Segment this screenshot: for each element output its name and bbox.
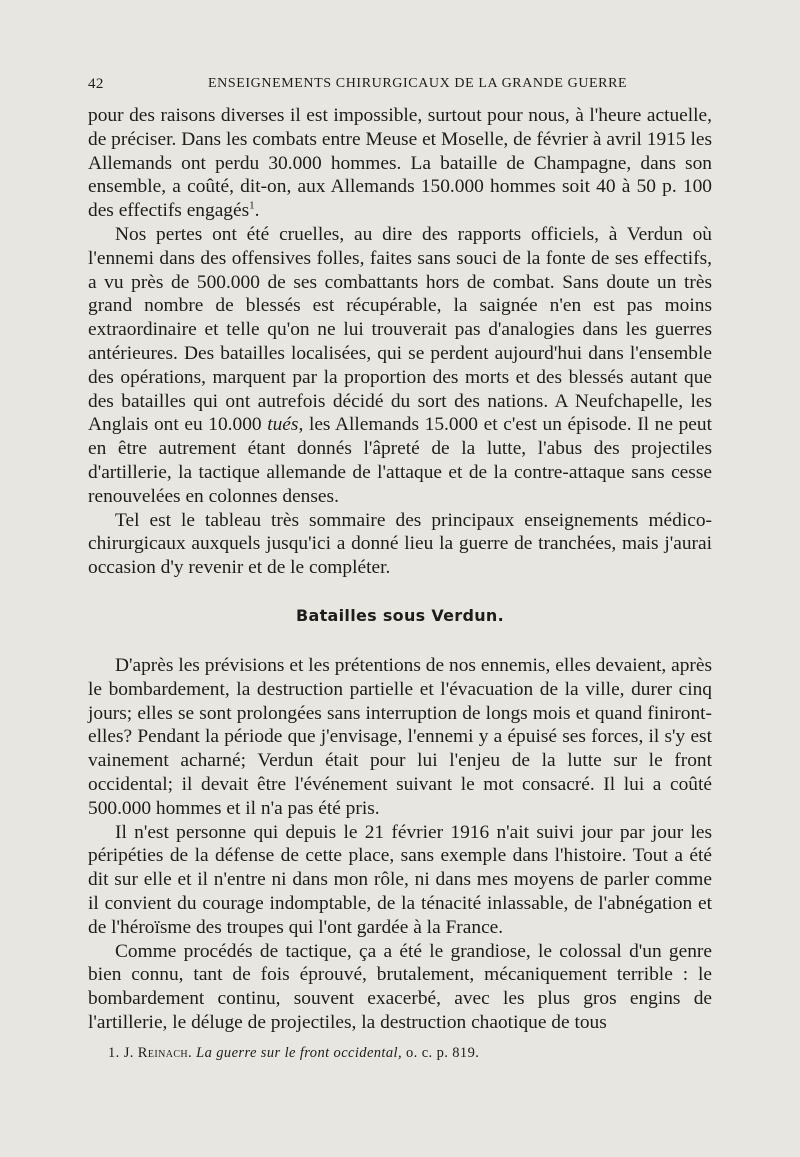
page-number: 42 — [88, 76, 104, 92]
paragraph — [88, 509, 712, 580]
text-block-bottom — [88, 654, 712, 1035]
emphasis-text: tués — [267, 414, 299, 436]
paragraph-text: Nos pertes ont été cruelles, au dire des rapports officiels, à Verdun où l'ennemi dans des offensives folles, faites sans souci de la fonte de ses effectifs, a vu près de 500.000 de ses combattants hors de combat. Sans doute un très grand nombre de blessés est récupérable, la saignée n'en est pas moins extraordinaire et telle qu'on ne lui trouverait pas d'analogies dans les guerres antérieures. Des batailles localisées, qui se perdent aujourd'hui dans l'ensemble des opérations, marquent par la proportion des morts et des blessés autant que des batailles qui ont autrefois décidé du sort des nations. A Neufchapelle, les Anglais ont eu 10.000 — [88, 223, 712, 436]
text-block-top — [88, 104, 712, 580]
running-title: ENSEIGNEMENTS CHIRURGICAUX DE LA GRANDE GUERRE — [208, 76, 628, 91]
paragraph-text: , les Allemands 15.000 et c'est un épisode. Il ne peut en être autrement étant donnés l'âpreté de la lutte, l'abus des projectiles d'artillerie, la tactique allemande de l'attaque et de la contre-attaque sans cesse renouvelées en colonnes denses. — [88, 414, 712, 507]
running-head — [88, 76, 716, 96]
paragraph: Comme procédés de tactique, ça a été le grandiose, le colossal d'un genre bien connu, tant de fois éprouvé, brutalement, mécaniquement terrible : le bombardement continu, souvent exacerbé, avec les plus gros engins de l'artillerie, le déluge de projectiles, la destruction chaotique de tous — [88, 940, 712, 1033]
paragraph-text: pour des raisons diverses il est impossible, surtout pour nous, à l'heure actuelle, de préciser. Dans les combats entre Meuse et Moselle, de février à avril 1915 les Allemands ont perdu 30.000 hommes. La bataille de Champagne, dans son ensemble, a coûté, dit-on, aux Allemands 150.000 hommes soit 40 à 50 p. 100 des effectifs engagés — [88, 105, 712, 222]
footnote-number: 1. — [108, 1045, 120, 1061]
footnote-author: J. Reinach. — [123, 1045, 193, 1061]
footnote-reference[interactable]: 1 — [249, 199, 255, 212]
footnote-reference-text: o. c. p. 819. — [406, 1045, 480, 1061]
paragraph: Il n'est personne qui depuis le 21 février 1916 n'ait suivi jour par jour les péripéties de la défense de cette place, sans exemple dans l'histoire. Tout a été dit sur elle et il n'entre ni dans mon rôle, ni dans mes moyens de parler comme il convient du courage indomptable, de la ténacité inlassable, de l'abnégation et de l'héroïsme des troupes qui l'ont gardée à la France. — [88, 821, 712, 938]
paragraph — [88, 104, 712, 223]
paragraph-text: Tel est le tableau très sommaire des principaux enseignements médico-chirurgicaux auxquels jusqu'ici a donné lieu la guerre de tranchées, mais j'aurai occasion d'y revenir et de le compléter. — [88, 509, 712, 579]
paragraph — [88, 223, 712, 509]
section-heading: Batailles sous Verdun. — [296, 606, 504, 625]
paragraph-tail: . — [254, 200, 260, 222]
paragraph: D'après les prévisions et les prétentions de nos ennemis, elles devaient, après le bombardement, la destruction partielle et l'évacuation de la ville, durer cinq jours; elles se sont prolongées sans interruption de longs mois et quand finiront-elles? Pendant la période que j'envisage, l'ennemi y a épuisé ses forces, il s'y est vainement acharné; Verdun était pour lui l'enjeu de la lutte sur le front occidental; il devait être l'événement suivant le mot consacré. Il lui a coûté 500.000 hommes et il n'a pas été pris. — [88, 655, 712, 819]
footnote-work-title: La guerre sur le front occidental, — [196, 1045, 402, 1061]
footnote — [108, 1045, 708, 1062]
